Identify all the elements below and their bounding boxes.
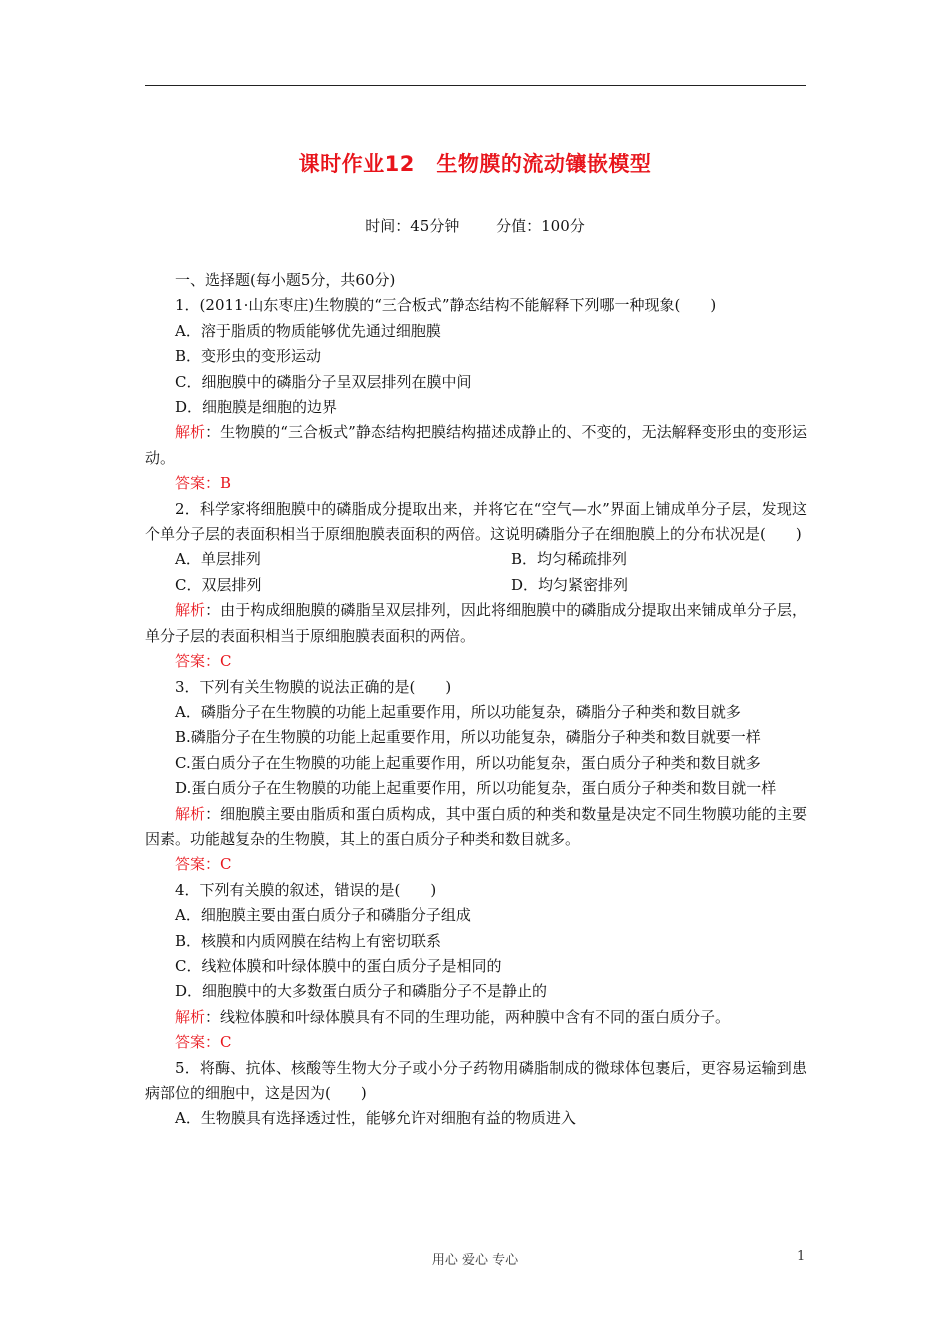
- analysis-text: ：生物膜的“三合板式”静态结构把膜结构描述成静止的、不变的，无法解释变形虫的变形运动。: [145, 423, 807, 467]
- answer-label: 答案: [175, 652, 206, 671]
- analysis: [145, 802, 807, 853]
- option-row: [145, 573, 807, 598]
- question-stem: 1．(2011·山东枣庄)生物膜的“三合板式”静态结构不能解释下列哪一种现象( ): [175, 296, 717, 315]
- analysis-label: 解析: [175, 1007, 206, 1026]
- option: C.蛋白质分子在生物膜的功能上起重要作用，所以功能复杂，蛋白质分子种类和数目就多: [175, 753, 761, 772]
- page-number: 1: [797, 1249, 806, 1264]
- answer-value: ：C: [205, 1033, 232, 1052]
- option: D．细胞膜中的大多数蛋白质分子和磷脂分子不是静止的: [175, 982, 548, 1001]
- option: A．溶于脂质的物质能够优先通过细胞膜: [175, 321, 441, 340]
- option: C．细胞膜中的磷脂分子呈双层排列在膜中间: [175, 372, 472, 391]
- analysis: [145, 598, 807, 649]
- answer-value: ：C: [205, 855, 232, 874]
- time-score-line: 时间：45分钟 分值：100分: [365, 217, 585, 235]
- option: C．线粒体膜和叶绿体膜中的蛋白质分子是相同的: [175, 956, 502, 975]
- analysis: [145, 420, 807, 471]
- answer-label: 答案: [175, 855, 206, 874]
- option: A．生物膜具有选择透过性，能够允许对细胞有益的物质进入: [175, 1109, 576, 1128]
- header-rule: [145, 85, 806, 86]
- option-row: [145, 547, 807, 572]
- analysis: [145, 1005, 807, 1030]
- answer: [145, 649, 807, 674]
- footer-slogan: 用心 爱心 专心: [431, 1253, 519, 1268]
- answer-label: 答案: [175, 1033, 206, 1052]
- option: B.磷脂分子在生物膜的功能上起重要作用，所以功能复杂，磷脂分子种类和数目就要一样: [175, 728, 761, 747]
- question-stem: 3．下列有关生物膜的说法正确的是( ): [175, 677, 452, 696]
- option: B．变形虫的变形运动: [175, 347, 322, 366]
- question-stem: 5．将酶、抗体、核酸等生物大分子或小分子药物用磷脂制成的微球体包裹后，更容易运输到患病部位的细胞中，这是因为( ): [145, 1058, 807, 1102]
- question-stem: 2．科学家将细胞膜中的磷脂成分提取出来，并将它在“空气—水”界面上铺成单分子层，发现这个单分子层的表面积相当于原细胞膜表面积的两倍。这说明磷脂分子在细胞膜上的分布状况是( ): [145, 499, 807, 544]
- option: A．磷脂分子在生物膜的功能上起重要作用，所以功能复杂，磷脂分子种类和数目就多: [175, 702, 741, 721]
- analysis-label: 解析: [175, 601, 206, 620]
- question-body: [145, 268, 807, 1132]
- analysis-text: ：细胞膜主要由脂质和蛋白质构成，其中蛋白质的种类和数量是决定不同生物膜功能的主要因素。功能越复杂的生物膜，其上的蛋白质分子种类和数目就多。: [145, 804, 807, 848]
- analysis-label: 解析: [175, 804, 206, 823]
- answer: [145, 1030, 807, 1055]
- option: B．均匀稀疏排列: [511, 550, 628, 569]
- option: D.蛋白质分子在生物膜的功能上起重要作用，所以功能复杂，蛋白质分子种类和数目就一样: [175, 779, 777, 798]
- answer-value: ：B: [205, 474, 232, 493]
- answer: [145, 852, 807, 877]
- option: C．双层排列: [175, 575, 262, 594]
- analysis-text: ：由于构成细胞膜的磷脂呈双层排列，因此将细胞膜中的磷脂成分提取出来铺成单分子层，单分子层的表面积相当于原细胞膜表面积的两倍。: [145, 601, 807, 645]
- option: A．细胞膜主要由蛋白质分子和磷脂分子组成: [175, 906, 471, 925]
- answer: [145, 471, 807, 496]
- answer-label: 答案: [175, 474, 206, 493]
- option: A．单层排列: [175, 550, 261, 569]
- question-stem: 4．下列有关膜的叙述，错误的是( ): [175, 880, 437, 899]
- answer-value: ：C: [205, 652, 232, 671]
- analysis-label: 解析: [175, 423, 206, 442]
- option: D．细胞膜是细胞的边界: [175, 398, 338, 417]
- analysis-text: ：线粒体膜和叶绿体膜具有不同的生理功能，两种膜中含有不同的蛋白质分子。: [205, 1007, 731, 1026]
- option: D．均匀紧密排列: [511, 575, 629, 594]
- section-heading: 一、选择题(每小题5分，共60分): [175, 271, 396, 289]
- page-title: 课时作业12 生物膜的流动镶嵌模型: [298, 152, 652, 176]
- option: B．核膜和内质网膜在结构上有密切联系: [175, 931, 442, 950]
